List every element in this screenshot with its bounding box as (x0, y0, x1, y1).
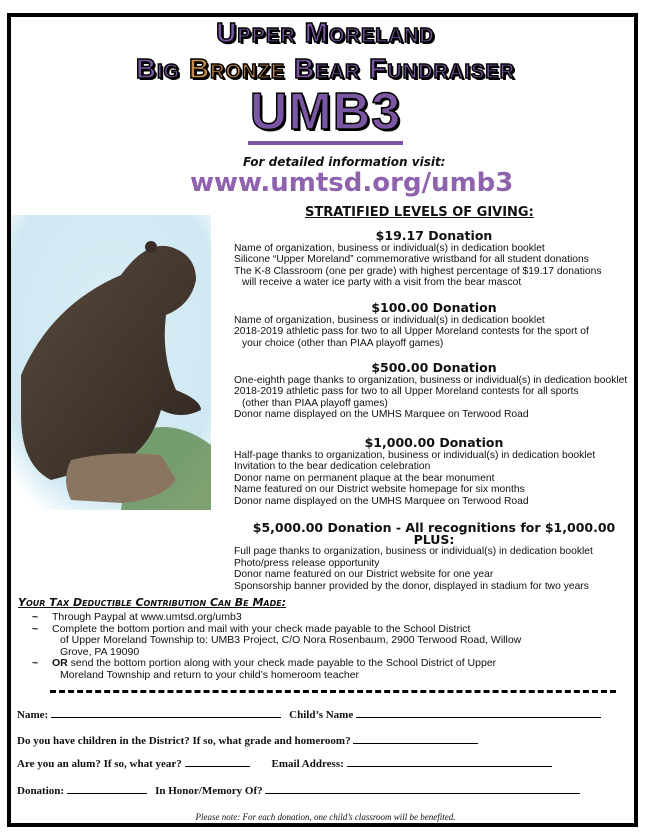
children-label: Do you have children in the District? If so, what grade and homeroom? (17, 735, 351, 747)
tilde-bullet-icon: ~ (32, 622, 39, 635)
umb3-text: UMB3 (248, 83, 403, 145)
footer-note: Please note: For each donation, one child’s classroom will be benefited. (195, 812, 456, 822)
email-label: Email Address: (271, 758, 344, 770)
tier-heading: $100.00 Donation (371, 300, 497, 315)
contribution-methods (32, 612, 632, 682)
tier-heading: $19.17 Donation (375, 228, 493, 243)
form-row-donation (17, 783, 580, 797)
donation-label: Donation: (17, 785, 65, 797)
tier-benefit: The K-8 Classroom (one per grade) with highest percentage of $19.17 donations (234, 265, 602, 277)
honor-memory-label: In Honor/Memory Of? (155, 785, 263, 797)
levels-title: STRATIFIED LEVELS OF GIVING: (305, 205, 534, 220)
tier-heading: $1,000.00 Donation (364, 435, 504, 450)
method-text: send the bottom portion along with your check made payable to the School District of Upper (67, 657, 497, 670)
cut-line-divider (50, 690, 616, 693)
child-name-label: Child’s Name (289, 709, 354, 721)
title-umb3 (0, 83, 651, 141)
email-field[interactable] (347, 756, 552, 767)
name-field[interactable] (51, 707, 281, 718)
tier-benefit: Name featured on our District website homepage for six months (234, 484, 525, 496)
tier-heading: $500.00 Donation (371, 360, 497, 375)
tilde-bullet-icon: ~ (32, 611, 39, 623)
tier-benefit: 2018-2019 athletic pass for two to all Upper Moreland contests for the sport of (234, 326, 589, 338)
title-bronze: Bronze (188, 53, 286, 84)
tier-1000 (234, 437, 634, 508)
title-big: Big (135, 53, 189, 84)
grade-homeroom-field[interactable] (353, 733, 478, 744)
tier-benefit: (other than PIAA playoff games) (242, 397, 388, 409)
tier-500 (234, 362, 634, 421)
method-mail (32, 624, 632, 659)
method-text: Complete the bottom portion and mail with your check made payable to the School District (52, 622, 471, 635)
name-label: Name: (17, 709, 49, 721)
donation-field[interactable] (67, 783, 147, 794)
tier-benefit: Photo/press release opportunity (234, 557, 380, 569)
form-row-name (17, 707, 601, 721)
form-row-alum (17, 756, 552, 770)
tier-benefit: Donor name featured on our District website for one year (234, 569, 494, 581)
or-bold: OR (52, 657, 68, 670)
bear-statue-image (11, 215, 211, 510)
tier-benefit: Full page thanks to organization, business or individual(s) in dedication booklet (234, 546, 593, 558)
title-bear-fundraiser: Bear Fundraiser (285, 53, 516, 84)
visit-text: For detailed information visit: (243, 155, 446, 169)
method-text-cont: Grove, PA 19090 (60, 645, 140, 658)
child-name-field[interactable] (356, 707, 601, 718)
tier-100 (234, 302, 634, 349)
title-line-2 (0, 53, 651, 85)
method-text-cont: Moreland Township and return to your child’s homeroom teacher (60, 668, 360, 681)
honor-memory-field[interactable] (265, 783, 580, 794)
tier-benefit: One-eighth page thanks to organization, business or individual(s) in dedication booklet (234, 374, 628, 386)
tier-benefit: 2018-2019 athletic pass for two to all Upper Moreland contests for all sports (234, 386, 579, 398)
method-text-cont: of Upper Moreland Township to: UMB3 Project, C/O Nora Rosenbaum, 2900 Terwood Road, Willow (60, 634, 522, 647)
tier-benefit: Silicone “Upper Moreland” commemorative wristband for all student donations (234, 254, 589, 266)
alum-year-field[interactable] (185, 756, 250, 767)
tier-benefit: your choice (other than PIAA playoff games) (242, 337, 444, 349)
tier-benefit: Donor name displayed on the UMHS Marquee on Terwood Road (234, 495, 529, 507)
tilde-bullet-icon: ~ (32, 657, 39, 670)
tier-benefit: Donor name on permanent plaque at the bear monument (234, 472, 495, 484)
tier-benefit: Donor name displayed on the UMHS Marquee on Terwood Road (234, 409, 529, 421)
tier-benefit: Invitation to the bear dedication celebration (234, 461, 431, 473)
tier-benefit: Name of organization, business or individual(s) in dedication booklet (234, 242, 545, 254)
tier-19-17 (234, 230, 634, 289)
form-row-children (17, 733, 478, 747)
tier-benefit: Name of organization, business or individual(s) in dedication booklet (234, 314, 545, 326)
contribution-title: Your Tax Deductible Contribution Can Be Made: (18, 596, 287, 609)
method-text: Through Paypal at www.umtsd.org/umb3 (52, 611, 242, 623)
tier-5000 (234, 522, 634, 593)
tier-benefit: Sponsorship banner provided by the donor, displayed in stadium for two years (234, 580, 589, 592)
tier-benefit: will receive a water ice party with a visit from the bear mascot (242, 277, 522, 289)
alum-label: Are you an alum? If so, what year? (17, 758, 182, 770)
method-homeroom (32, 658, 632, 681)
title-line-1: Upper Moreland (216, 17, 435, 48)
tier-heading: $5,000.00 Donation - All recognitions for $1,000.00 PLUS: (252, 520, 616, 547)
website-link[interactable]: www.umtsd.org/umb3 (190, 168, 514, 198)
tier-benefit: Half-page thanks to organization, business or individual(s) in dedication booklet (234, 449, 596, 461)
